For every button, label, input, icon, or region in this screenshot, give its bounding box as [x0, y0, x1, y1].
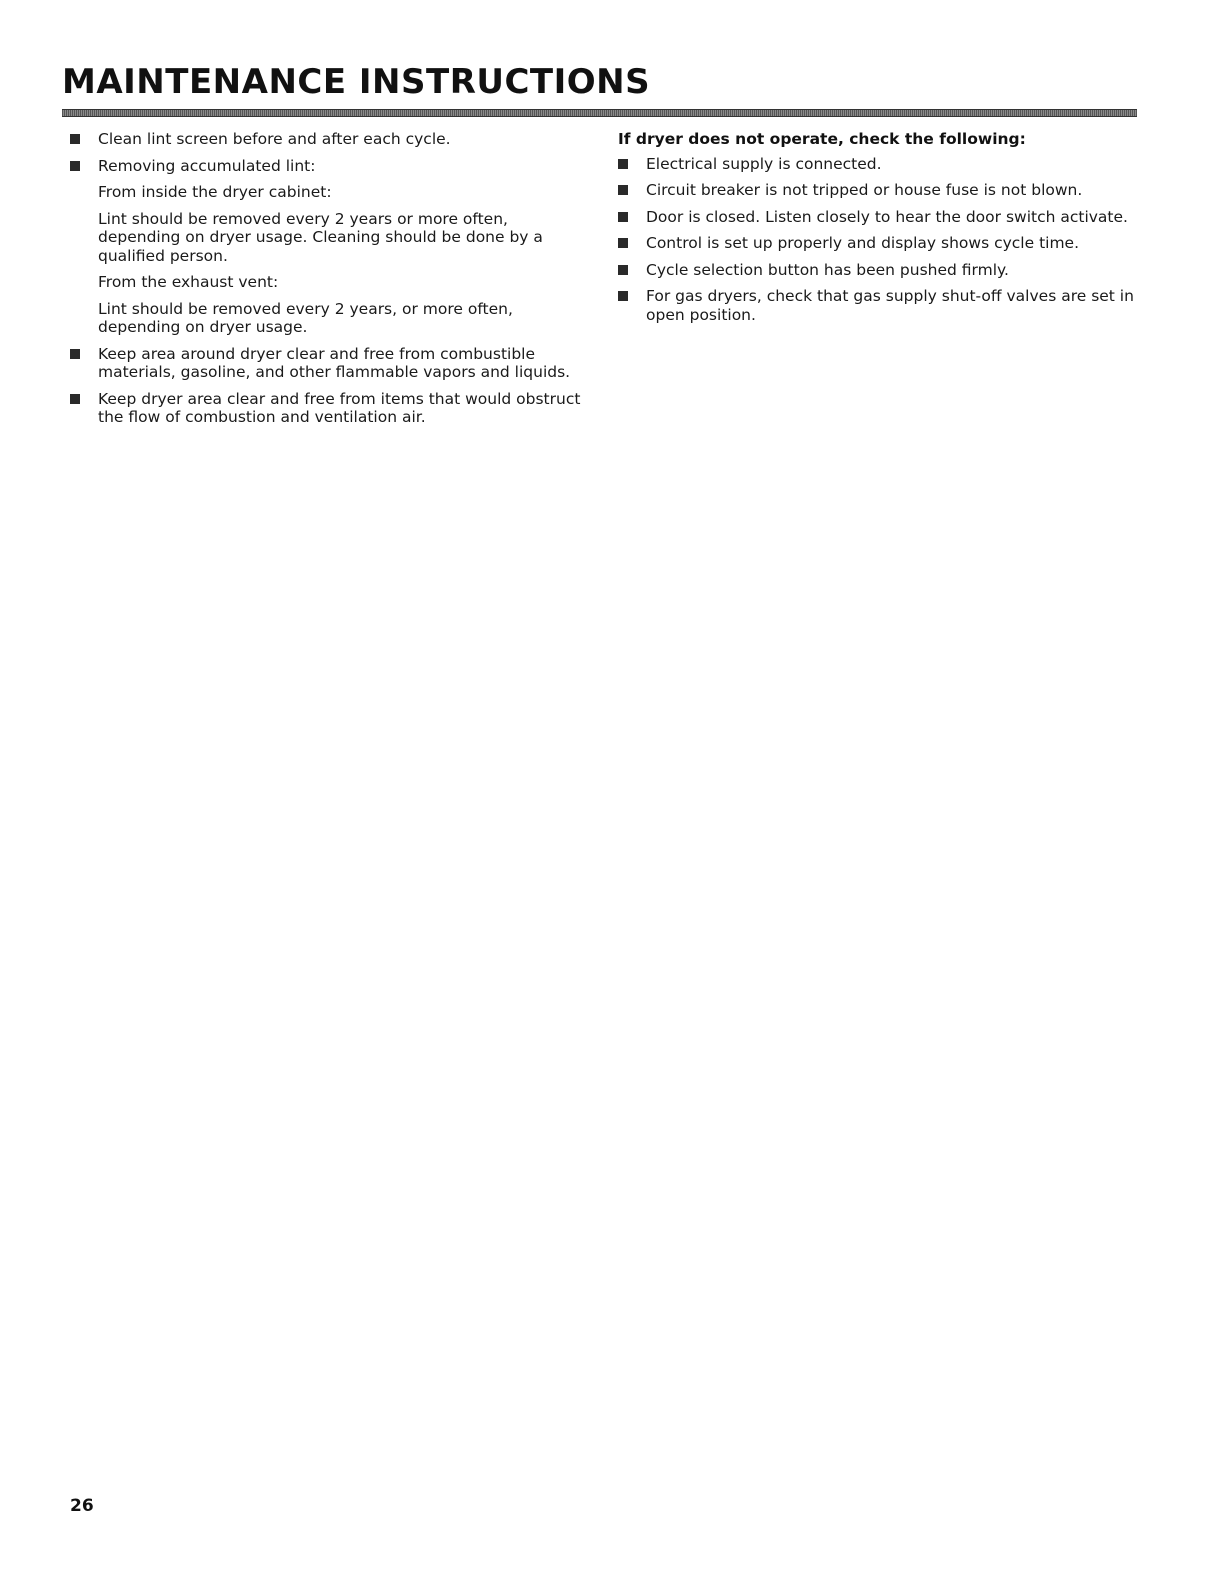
list-item — [618, 287, 1138, 324]
square-bullet-icon — [70, 134, 80, 144]
list-item — [618, 261, 1138, 280]
list-item-text: Keep dryer area clear and free from items that would obstruct the flow of combustion and ventilation air. — [98, 389, 581, 426]
list-item — [618, 234, 1138, 253]
list-item-text: Clean lint screen before and after each cycle. — [98, 130, 451, 148]
list-item-text: Cycle selection button has been pushed firmly. — [646, 260, 1009, 279]
page-number: 26 — [70, 1496, 94, 1516]
list-item-text: Circuit breaker is not tripped or house fuse is not blown. — [646, 181, 1083, 199]
list-item-text: Removing accumulated lint: — [98, 156, 316, 175]
troubleshooting-list — [618, 130, 1138, 332]
sub-text-cabinet: Lint should be removed every 2 years or more often, depending on dryer usage. Cleaning should be done by a qualified person. — [98, 209, 543, 265]
list-item-removing-lint — [70, 157, 590, 176]
list-item-text: For gas dryers, check that gas supply shut-off valves are set in open position. — [646, 287, 1134, 324]
square-bullet-icon — [618, 238, 628, 248]
list-item-keep-airflow-clear — [70, 390, 590, 427]
square-bullet-icon — [70, 161, 80, 171]
square-bullet-icon — [70, 349, 80, 359]
square-bullet-icon — [618, 185, 628, 195]
square-bullet-icon — [618, 159, 628, 169]
sub-heading-cabinet: From inside the dryer cabinet: — [98, 183, 332, 201]
square-bullet-icon — [618, 212, 628, 222]
maintenance-list — [70, 130, 590, 435]
square-bullet-icon — [618, 291, 628, 301]
list-item-clean-lint-screen — [70, 130, 590, 149]
list-item-text: Electrical supply is connected. — [646, 154, 882, 173]
list-item — [618, 181, 1138, 200]
sub-heading-exhaust: From the exhaust vent: — [98, 273, 279, 291]
square-bullet-icon — [70, 394, 80, 404]
list-item-text: Control is set up properly and display shows cycle time. — [646, 234, 1080, 252]
list-item — [618, 208, 1138, 227]
list-item-keep-area-clear — [70, 345, 590, 382]
list-item — [618, 155, 1138, 174]
list-item-text: Door is closed. Listen closely to hear the door switch activate. — [646, 207, 1128, 226]
troubleshooting-heading: If dryer does not operate, check the following: — [618, 130, 1026, 148]
sub-text-exhaust: Lint should be removed every 2 years, or more often, depending on dryer usage. — [98, 299, 513, 336]
square-bullet-icon — [618, 265, 628, 275]
list-item-text: Keep area around dryer clear and free from combustible materials, gasoline, and other flammable vapors and liquids. — [98, 344, 571, 381]
page-title: MAINTENANCE INSTRUCTIONS — [62, 62, 651, 102]
title-rule — [62, 109, 1137, 117]
